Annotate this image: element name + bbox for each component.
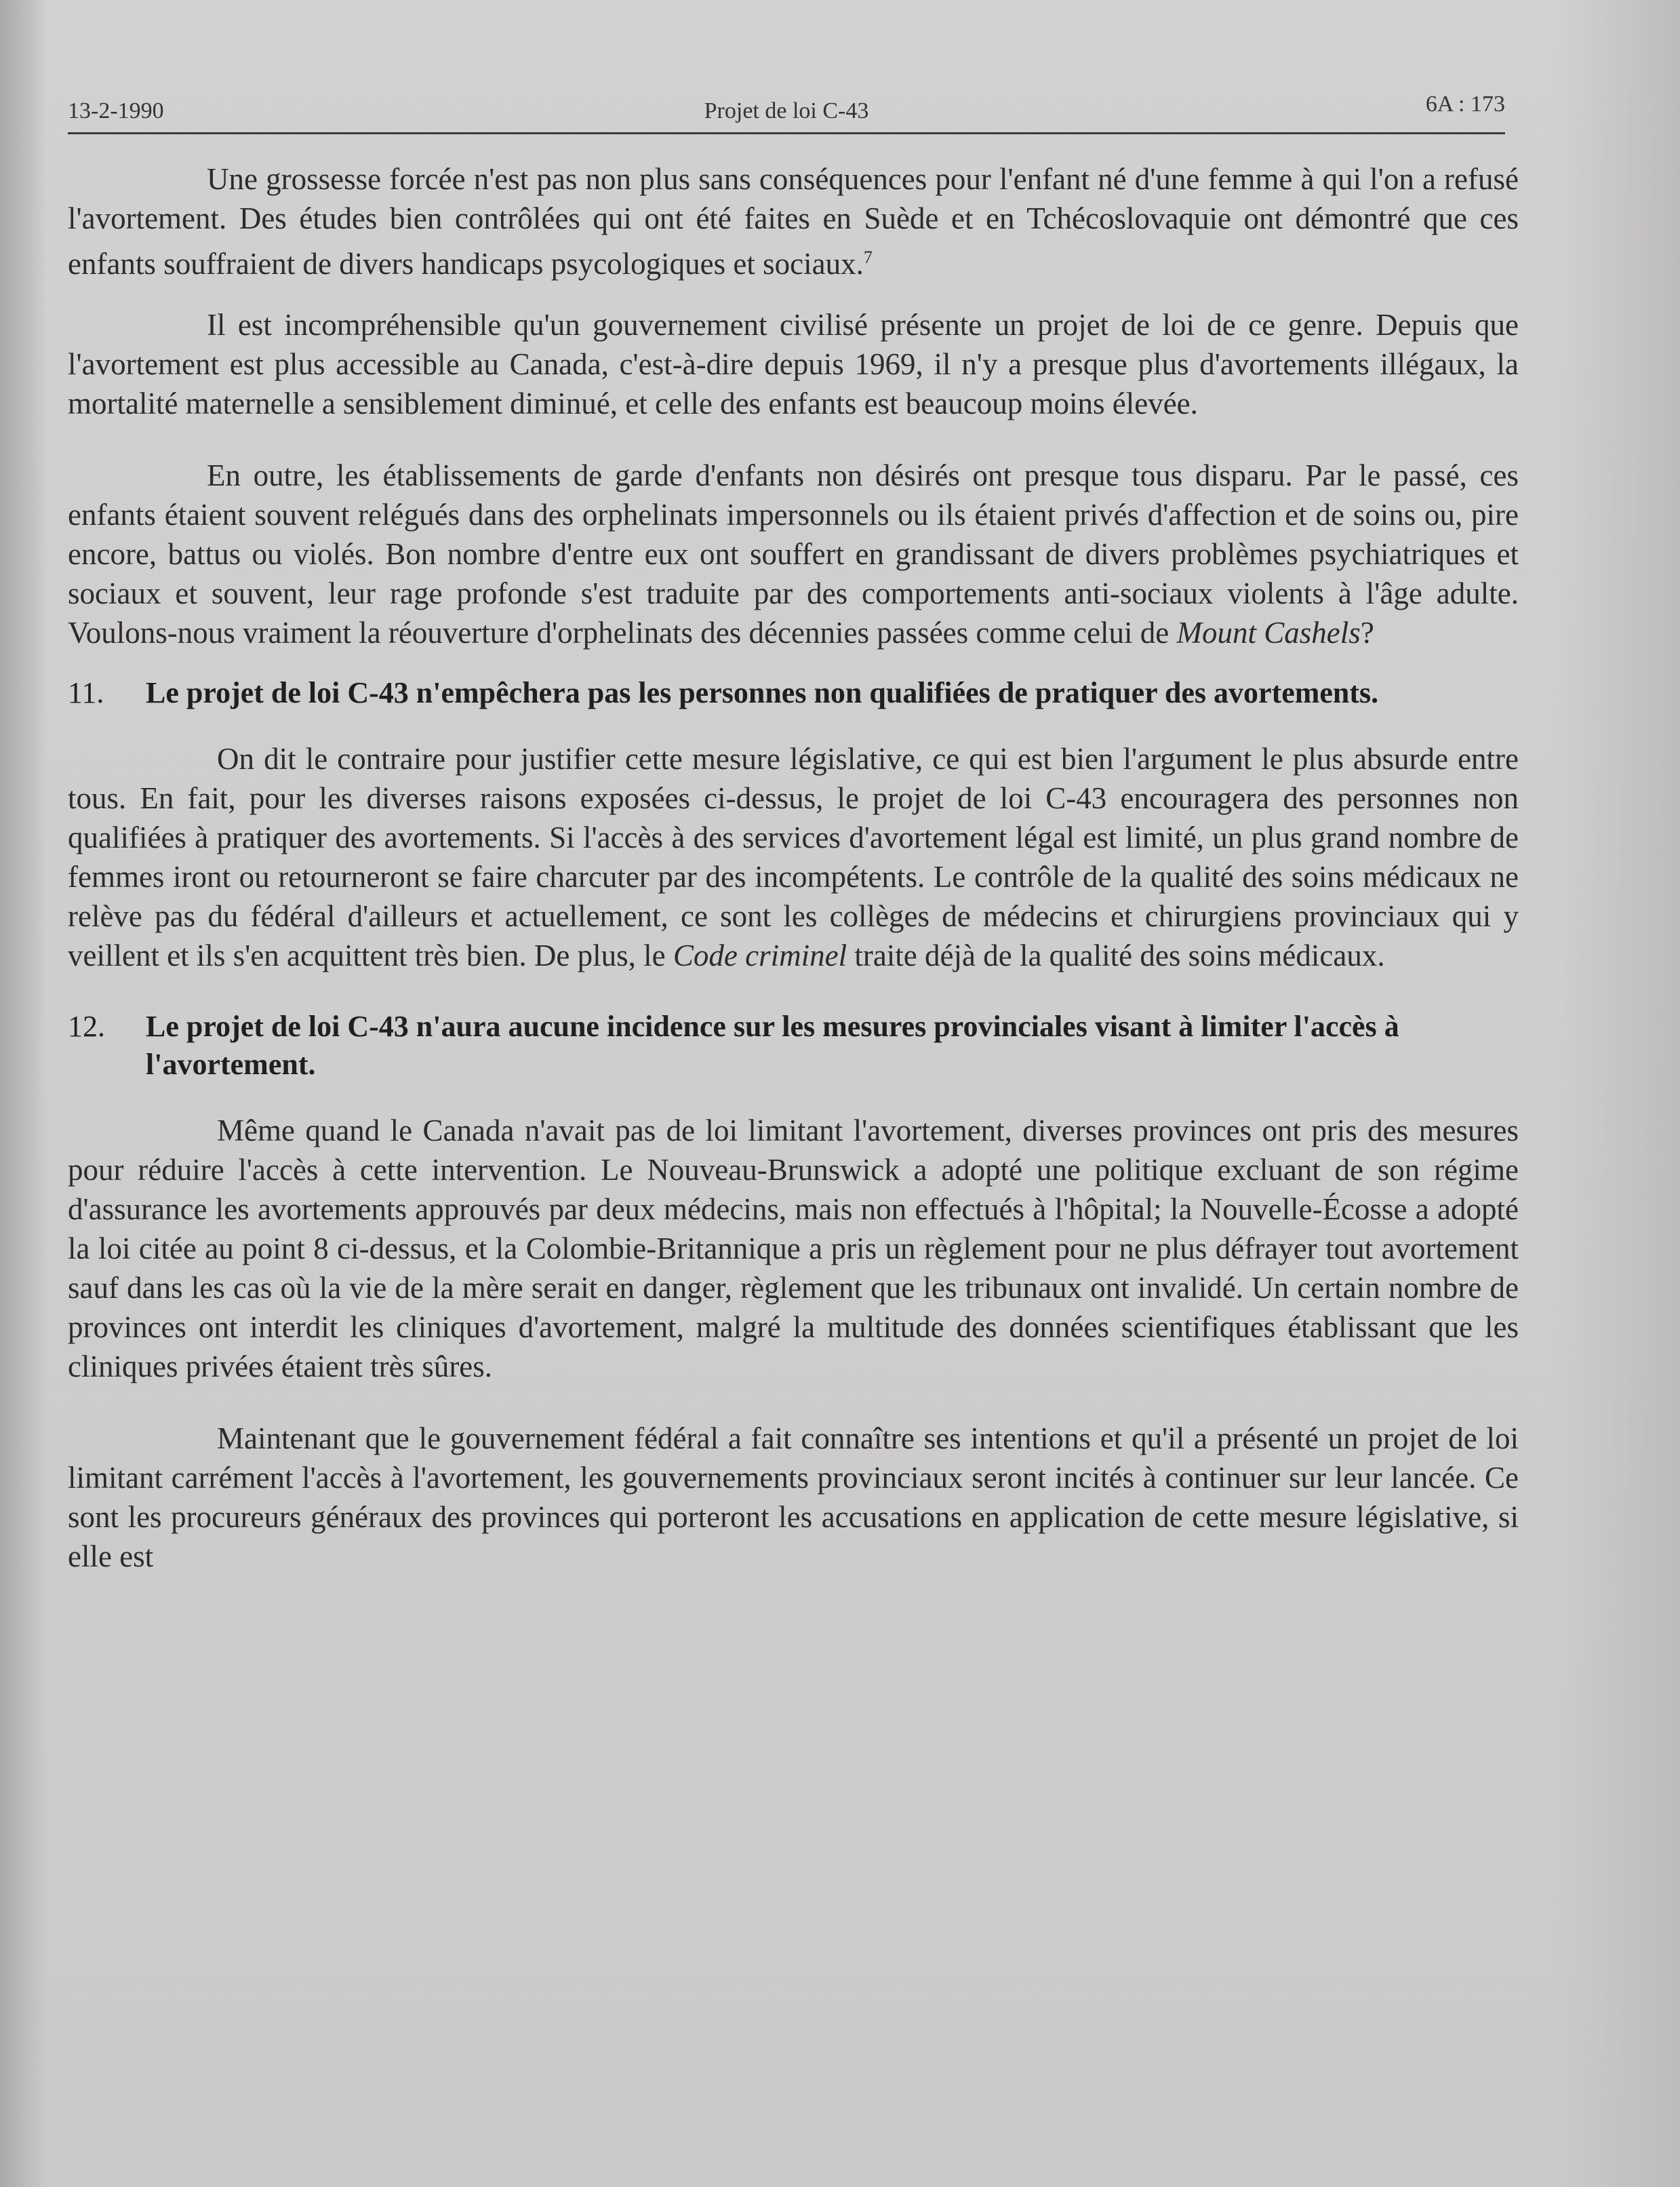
header-date: 13-2-1990 — [68, 98, 164, 123]
footnote-marker: 7 — [863, 248, 873, 267]
paragraph-text: Une grossesse forcée n'est pas non plus sans conséquences pour l'enfant né d'une femme à qui l'on a refusé l'avortement. Des études bien contrôlées qui ont été faites en Suède et en Tchécoslovaquie ont démontré que ces enfants souffraient de divers handicaps psycologiques et sociaux. — [68, 162, 1519, 281]
paragraph-end: ? — [1360, 616, 1374, 650]
section-title: Le projet de loi C-43 n'empêchera pas les personnes non qualifiées de pratiquer des avortements. — [146, 676, 1379, 709]
paragraph-federal-intentions: Maintenant que le gouvernement fédéral a fait connaître ses intentions et qu'il a présenté un projet de loi limitant carrément l'accès à l'avortement, les gouvernements provinciaux seront incités à continuer sur leur lancée. Ce sont les procureurs généraux des provinces qui porteront les accusations en application de cette mesure législative, si elle est — [68, 1421, 1519, 1573]
paragraph-end: traite déjà de la qualité des soins médicaux. — [847, 939, 1385, 972]
section-heading-12 — [68, 1008, 1519, 1084]
italic-code-criminel: Code criminel — [673, 939, 847, 972]
paragraph-forced-pregnancy — [68, 159, 1519, 283]
paragraph-provinces: Même quand le Canada n'avait pas de loi limitant l'avortement, diverses provinces ont pris des mesures pour réduire l'accès à cette intervention. Le Nouveau-Brunswick a adopté une politique excluant de son régime d'assurance les avortements approuvés par deux médecins, mais non effectués à l'hôpital; la Nouvelle-Écosse a adopté la loi citée au point 8 ci-dessus, et la Colombie-Britannique a pris un règlement pour ne plus défrayer tout avortement sauf dans les cas où la vie de la mère serait en danger, règlement que les tribunaux ont invalidé. Un certain nombre de provinces ont interdit les cliniques d'avortement, malgré la multitude des données scientifiques établissant que les cliniques privées étaient très sûres. — [68, 1114, 1519, 1383]
paragraph-text: On dit le contraire pour justifier cette mesure législative, ce qui est bien l'argument le plus absurde entre tous. En fait, pour les diverses raisons exposées ci-dessus, le projet de loi C-43 encouragera des personnes non qualifiées à pratiquer des avortements. Si l'accès à des services d'avortement légal est limité, un plus grand nombre de femmes iront ou retourneront se faire charcuter par des incompétents. Le contrôle de la qualité des soins médicaux ne relève pas du fédéral d'ailleurs et actuellement, ce sont les collèges de médecins et chirurgiens provinciaux qui y veillent et ils s'en acquittent très bien. De plus, le — [68, 742, 1519, 972]
paragraph-incomprehensible: Il est incompréhensible qu'un gouvernement civilisé présente un projet de loi de ce genre. Depuis que l'avortement est plus accessible au Canada, c'est-à-dire depuis 1969, il n'y a presque plus d'avortements illégaux, la mortalité maternelle a sensiblement diminué, et celle des enfants est beaucoup moins élevée. — [68, 308, 1519, 420]
page-shadow-left — [0, 0, 47, 2187]
section-title: Le projet de loi C-43 n'aura aucune incidence sur les mesures provinciales visant à limiter l'accès à l'avortement. — [146, 1010, 1399, 1081]
body-text — [68, 159, 1519, 1609]
section-heading-11 — [68, 674, 1519, 712]
section-number: 12. — [68, 1010, 105, 1043]
paragraph-orphanages — [68, 456, 1519, 652]
header-title: Projet de loi C-43 — [704, 98, 869, 123]
section-number: 11. — [68, 676, 104, 709]
running-header — [68, 85, 1505, 134]
header-folio: 6A : 173 — [1425, 92, 1505, 117]
paragraph-text: En outre, les établissements de garde d'enfants non désirés ont presque tous disparu. Par le passé, ces enfants étaient souvent relégués dans des orphelinats impersonnels ou ils étaient privés d'affection et de soins ou, pire encore, battus ou violés. Bon nombre d'entre eux ont souffert en grandissant de divers problèmes psychiatriques et sociaux et souvent, leur rage profonde s'est traduite par des comportements anti-sociaux violents à l'âge adulte. Voulons-nous vraiment la réouverture d'orphelinats des décennies passées comme celui de — [68, 458, 1519, 650]
italic-mount-cashels: Mount Cashels — [1176, 616, 1361, 650]
page-shadow-right — [1558, 0, 1680, 2187]
paragraph-unqualified — [68, 739, 1519, 975]
